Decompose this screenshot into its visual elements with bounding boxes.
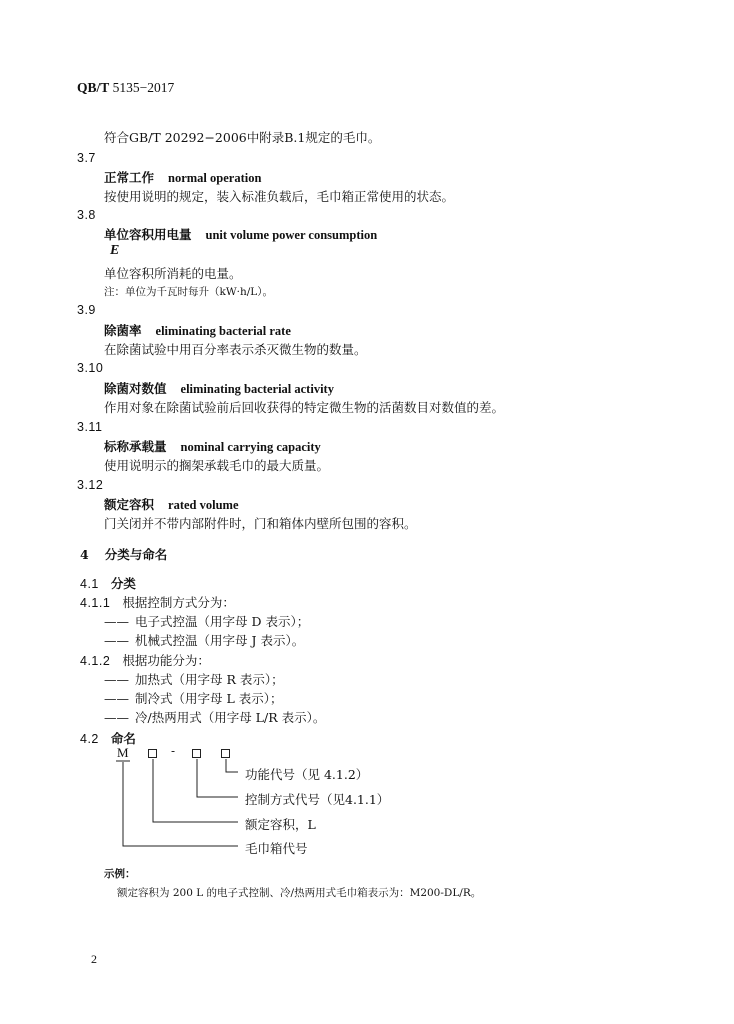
- term-definition: 按使用说明的规定，装入标准负载后，毛巾箱正常使用的状态。: [104, 189, 455, 204]
- naming-label-function: 功能代号（见 4.1.2）: [245, 767, 369, 782]
- term-zh: 额定容积: [104, 497, 155, 512]
- term-en: eliminating bacterial activity: [180, 382, 334, 396]
- standard-code: QB/T: [77, 80, 110, 95]
- term-number: 3.11: [77, 420, 103, 434]
- naming-label-cabinet: 毛巾箱代号: [245, 841, 308, 856]
- list-item-text: 加热式（用字母 R 表示）；: [135, 672, 284, 687]
- list-dash: ——: [104, 710, 129, 725]
- subsection-number: 4.2: [80, 732, 99, 746]
- list-item-text: 机械式控温（用字母 J 表示）。: [135, 633, 305, 648]
- term-number: 3.10: [77, 361, 104, 375]
- list-dash: ——: [104, 633, 129, 648]
- term-en: eliminating bacterial rate: [155, 324, 291, 338]
- naming-label-control: 控制方式代号（见4.1.1）: [245, 792, 390, 807]
- term-en: nominal carrying capacity: [180, 440, 321, 454]
- naming-label-capacity: 额定容积，L: [245, 817, 316, 832]
- term-number: 3.12: [77, 478, 104, 492]
- term-number: 3.9: [77, 303, 96, 317]
- clause-number: 4.1.1: [80, 596, 111, 610]
- standard-number: 5135−2017: [109, 80, 175, 95]
- example-text: 额定容积为 200 L 的电子式控制、冷/热两用式毛巾箱表示为：M200-DL/R。: [117, 887, 482, 899]
- term-definition: 在除菌试验中用百分率表示杀灭微生物的数量。: [104, 342, 367, 357]
- term-definition: 作用对象在除菌试验前后回收获得的特定微生物的活菌数目对数值的差。: [104, 400, 505, 415]
- naming-letter-m: M: [117, 745, 129, 760]
- list-dash: ——: [104, 672, 129, 687]
- clause-number: 4.1.2: [80, 654, 111, 668]
- list-item-text: 制冷式（用字母 L 表示）；: [135, 691, 283, 706]
- subsection-title: 分类: [110, 576, 136, 591]
- term-en: rated volume: [168, 498, 239, 512]
- clause-text: 根据控制方式分为：: [122, 595, 235, 610]
- naming-hyphen: -: [171, 744, 176, 758]
- term-number: 3.8: [77, 208, 96, 222]
- list-item-text: 冷/热两用式（用字母 L/R 表示）。: [135, 710, 326, 725]
- list-dash: ——: [104, 691, 129, 706]
- list-dash: ——: [104, 614, 129, 629]
- term-definition: 门关闭并不带内部附件时，门和箱体内壁所包围的容积。: [104, 516, 417, 531]
- example-label: 示例：: [104, 868, 136, 880]
- term-zh: 单位容积用电量: [104, 227, 192, 242]
- term-symbol: E: [110, 243, 120, 258]
- list-item-text: 电子式控温（用字母 D 表示）；: [135, 614, 310, 629]
- term-note: 注：单位为千瓦时每升（kW·h/L）。: [104, 286, 274, 298]
- section-title: 分类与命名: [104, 547, 168, 562]
- subsection-number: 4.1: [80, 577, 99, 591]
- term-zh: 正常工作: [104, 170, 155, 185]
- term-zh: 除菌对数值: [104, 381, 167, 396]
- term-definition: 使用说明示的搁架承载毛巾的最大质量。: [104, 458, 330, 473]
- section-number: 4: [80, 547, 89, 562]
- term-definition: 单位容积所消耗的电量。: [104, 266, 242, 281]
- clause-text: 根据功能分为：: [122, 653, 210, 668]
- term-en: unit volume power consumption: [205, 228, 378, 242]
- subsection-title: 命名: [110, 731, 136, 746]
- term-zh: 标称承载量: [104, 439, 167, 454]
- term-en: normal operation: [168, 171, 262, 185]
- page-number: 2: [91, 952, 97, 966]
- term-zh: 除菌率: [104, 323, 142, 338]
- intro-line: 符合GB/T 20292−2006中附录B.1规定的毛巾。: [104, 130, 381, 145]
- term-number: 3.7: [77, 151, 96, 165]
